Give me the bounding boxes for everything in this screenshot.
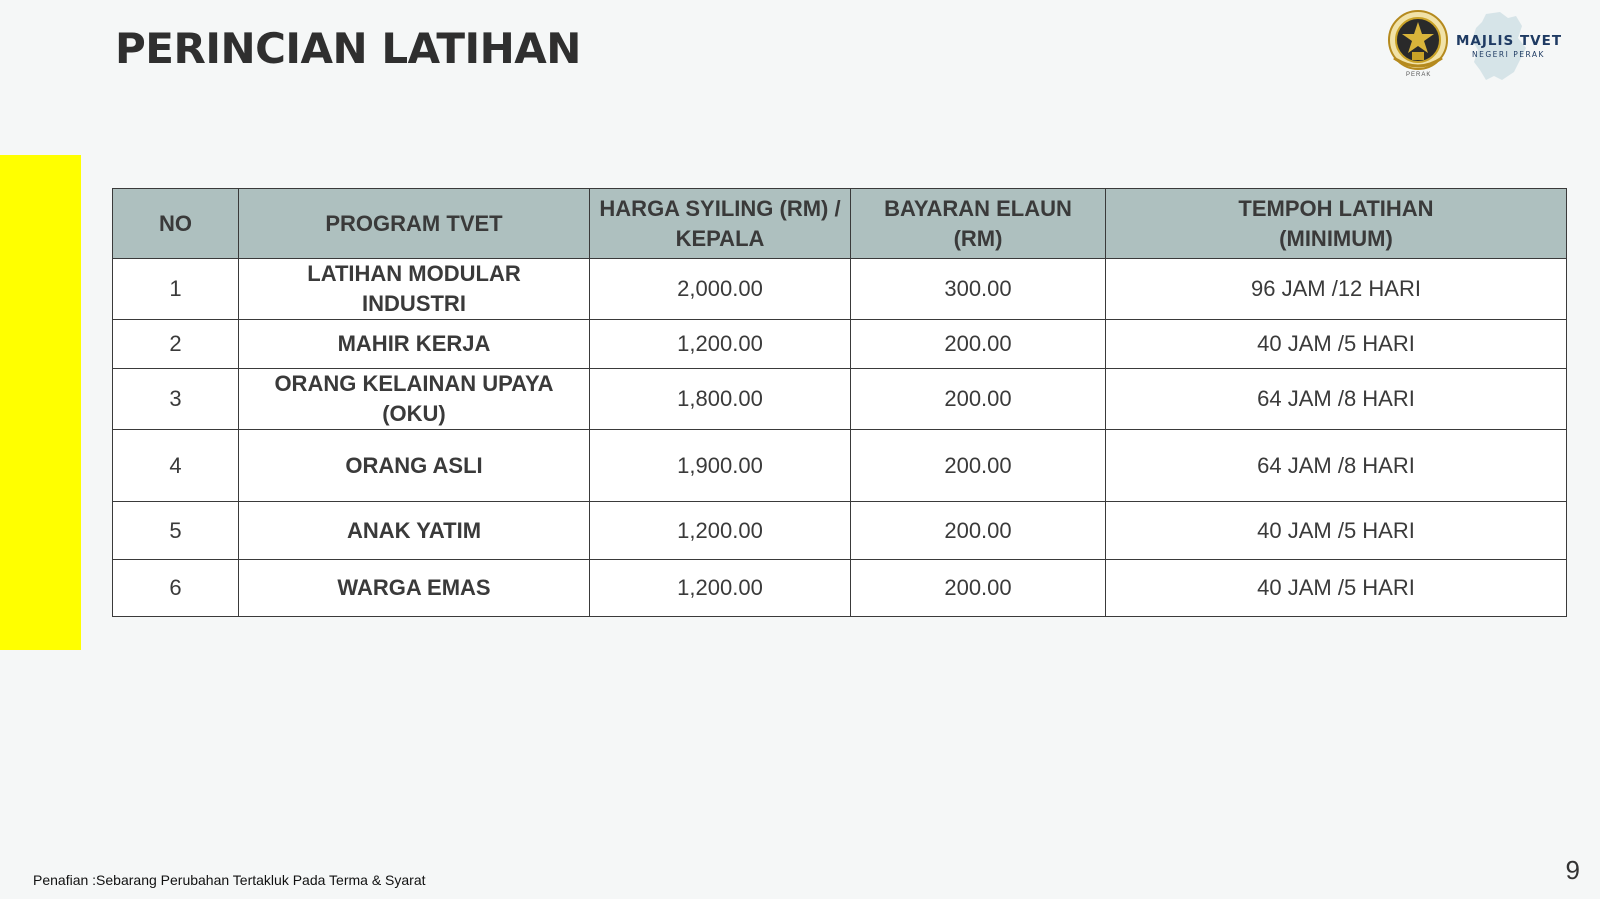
header-allowance: BAYARAN ELAUN (RM) [851,189,1106,259]
cell-duration: 64 JAM /8 HARI [1106,369,1567,430]
cell-program: ORANG ASLI [239,430,590,502]
cell-program: WARGA EMAS [239,560,590,617]
perak-crest-icon [1386,8,1450,82]
cell-allowance: 200.00 [851,369,1106,430]
cell-price: 1,200.00 [590,502,851,560]
cell-duration: 40 JAM /5 HARI [1106,502,1567,560]
cell-allowance: 200.00 [851,560,1106,617]
cell-no: 3 [113,369,239,430]
header-price: HARGA SYILING (RM) / KEPALA [590,189,851,259]
disclaimer-text: Penafian :Sebarang Perubahan Tertakluk Pada Terma & Syarat [33,872,426,888]
cell-price: 2,000.00 [590,259,851,320]
cell-allowance: 200.00 [851,502,1106,560]
cell-program: LATIHAN MODULAR INDUSTRI [239,259,590,320]
cell-price: 1,200.00 [590,320,851,369]
cell-duration: 64 JAM /8 HARI [1106,430,1567,502]
cell-no: 5 [113,502,239,560]
cell-no: 1 [113,259,239,320]
cell-price: 1,200.00 [590,560,851,617]
table-row [113,430,1567,502]
accent-bar [0,155,81,650]
cell-program: ANAK YATIM [239,502,590,560]
cell-duration: 96 JAM /12 HARI [1106,259,1567,320]
cell-duration: 40 JAM /5 HARI [1106,560,1567,617]
table-row [113,560,1567,617]
brand-subtitle: NEGERI PERAK [1472,50,1545,59]
cell-allowance: 200.00 [851,320,1106,369]
brand-name: MAJLIS TVET [1456,33,1563,49]
cell-allowance: 200.00 [851,430,1106,502]
cell-duration: 40 JAM /5 HARI [1106,320,1567,369]
cell-allowance: 300.00 [851,259,1106,320]
table-row [113,259,1567,320]
header-no: NO [113,189,239,259]
training-table-container [112,188,1566,617]
table-row [113,502,1567,560]
header-program: PROGRAM TVET [239,189,590,259]
crest-caption: PERAK [1406,72,1432,78]
cell-program: MAHIR KERJA [239,320,590,369]
cell-no: 2 [113,320,239,369]
table-header-row [113,189,1567,259]
header-duration: TEMPOH LATIHAN (MINIMUM) [1106,189,1567,259]
table-row [113,320,1567,369]
page-title: PERINCIAN LATIHAN [115,24,581,73]
cell-price: 1,800.00 [590,369,851,430]
page-number: 9 [1565,855,1580,885]
table-row [113,369,1567,430]
cell-price: 1,900.00 [590,430,851,502]
cell-no: 6 [113,560,239,617]
cell-program: ORANG KELAINAN UPAYA (OKU) [239,369,590,430]
training-table [112,188,1567,617]
cell-no: 4 [113,430,239,502]
logo-area [1386,8,1586,82]
